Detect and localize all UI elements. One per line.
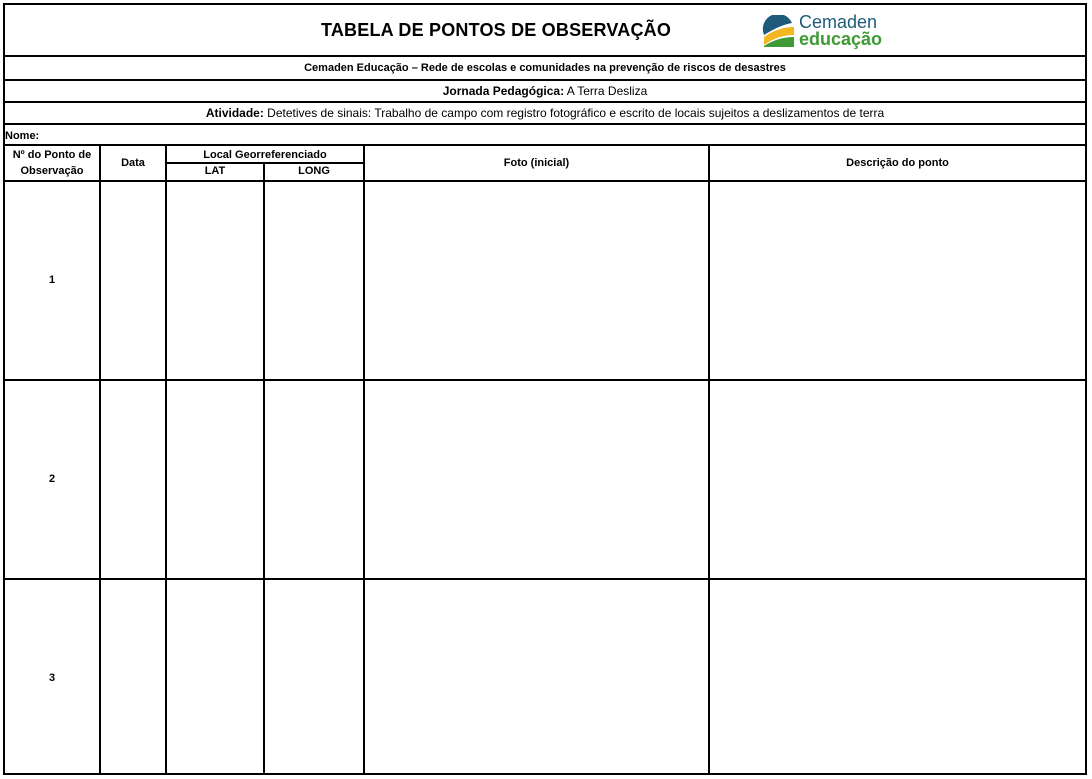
- nome-band: [5, 125, 1085, 146]
- header-ponto-line2: Observação: [20, 165, 84, 177]
- atividade-value: Detetives de sinais: Trabalho de campo com registro fotográfico e escrito de locais sujeitos a deslizamentos de terra: [263, 106, 885, 120]
- row-divider-2: [5, 578, 1085, 580]
- cemaden-logo: [762, 13, 902, 51]
- jornada-band: [5, 81, 1085, 103]
- header-divider: [5, 180, 1085, 182]
- logo-text-educacao: educação: [799, 29, 883, 49]
- header-local: Local Georreferenciado: [203, 149, 327, 161]
- logo-text-cemaden: Cemaden: [799, 12, 878, 32]
- col-divider-1: [99, 146, 101, 773]
- jornada-value: A Terra Desliza: [564, 84, 648, 98]
- local-subheader-divider: [165, 162, 365, 164]
- header-data: Data: [121, 157, 145, 169]
- atividade-label: Atividade:: [205, 106, 264, 120]
- row-divider-1: [5, 379, 1085, 381]
- header-long: LONG: [298, 165, 330, 177]
- col-divider-5: [708, 146, 710, 773]
- col-divider-2: [165, 146, 167, 773]
- jornada-label: Jornada Pedagógica:: [442, 84, 565, 98]
- title-band: [5, 5, 1085, 57]
- header-lat: LAT: [204, 165, 226, 177]
- subtitle-band: [5, 57, 1085, 81]
- col-divider-3: [263, 162, 265, 773]
- row-number-2: 2: [48, 473, 56, 485]
- nome-label: Nome:: [5, 130, 40, 142]
- header-ponto: [5, 149, 99, 178]
- observation-table: [5, 146, 1085, 773]
- header-ponto-line1: Nº do Ponto de: [12, 149, 92, 161]
- atividade-band: [5, 103, 1085, 125]
- cemaden-logo-icon: [762, 15, 796, 49]
- subtitle: Cemaden Educação – Rede de escolas e comunidades na prevenção de riscos de desastres: [304, 62, 786, 74]
- col-divider-4: [363, 146, 365, 773]
- observation-sheet: [3, 3, 1087, 775]
- page-title: TABELA DE PONTOS DE OBSERVAÇÃO: [321, 20, 672, 40]
- row-number-1: 1: [48, 274, 56, 286]
- header-descricao: Descrição do ponto: [846, 157, 949, 169]
- row-number-3: 3: [48, 672, 56, 684]
- header-foto: Foto (inicial): [503, 157, 570, 169]
